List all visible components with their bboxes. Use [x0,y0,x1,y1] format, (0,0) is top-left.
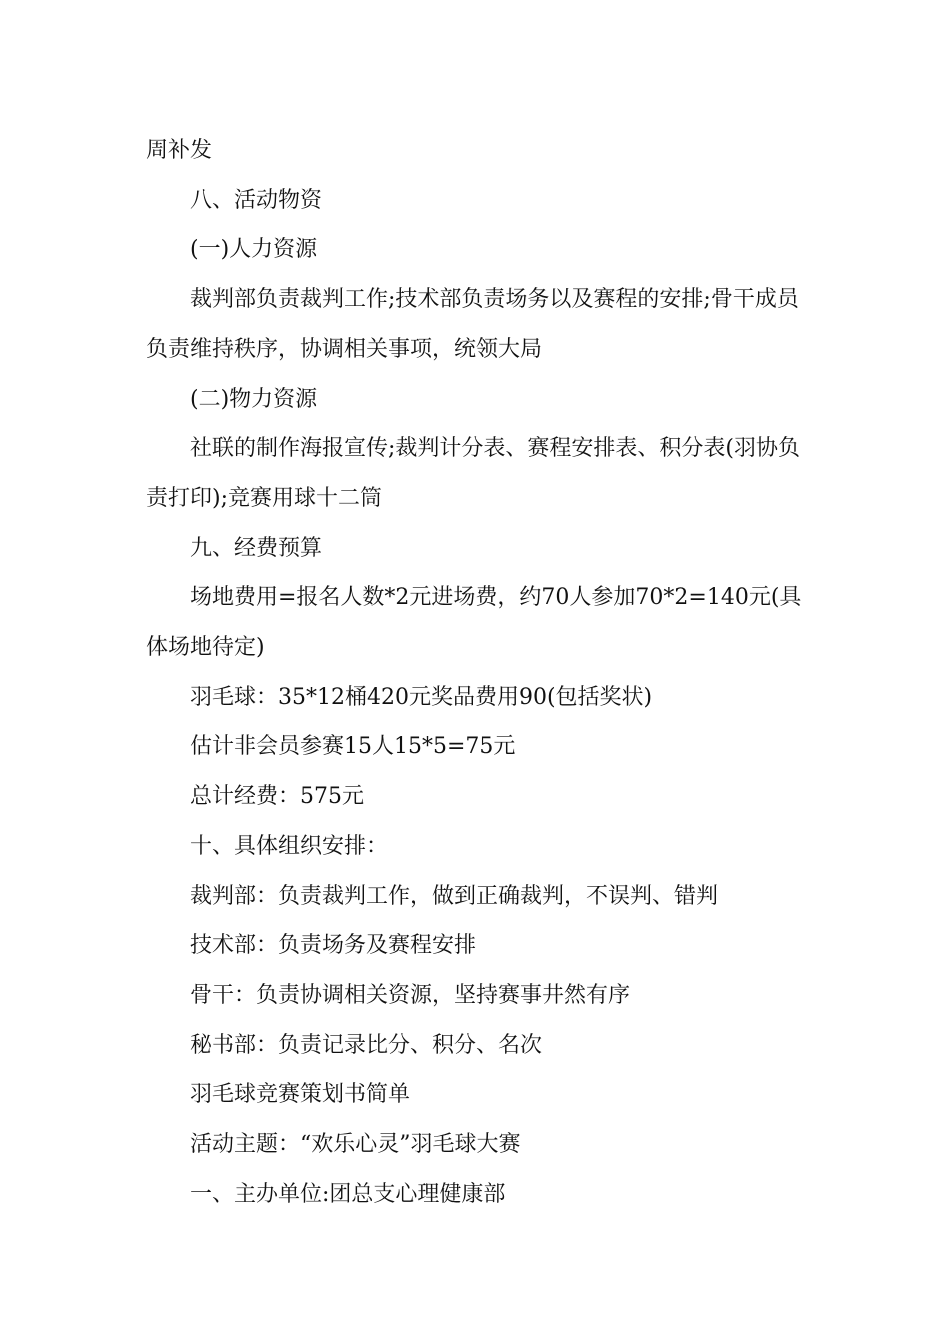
section-heading-materials: 八、活动物资 [190,187,323,213]
paragraph-nonmember-fee: 估计非会员参赛15人15*5=75元 [190,734,516,760]
paragraph-venue-cost: 场地费用=报名人数*2元进场费，约70人参加70*2=140元(具体场地待定) [146,585,802,661]
section-heading-organization: 十、具体组织安排： [190,833,389,859]
subheading-material-resources: (二)物力资源 [190,386,318,412]
paragraph-human-resources: 裁判部负责裁判工作;技术部负责场务以及赛程的安排;骨干成员负责维持秩序，协调相关事项，统领大局 [146,287,799,362]
section-heading-budget: 九、经费预算 [190,535,323,561]
paragraph-material-resources: 社联的制作海报宣传;裁判计分表、赛程安排表、积分表(羽协负责打印);竞赛用球十二筒 [146,436,800,511]
document-body [146,126,811,1219]
paragraph-shuttlecock-cost: 羽毛球：35*12桶420元奖品费用90(包括奖状) [190,684,653,710]
paragraph-activity-theme: 活动主题：“欢乐心灵”羽毛球大赛 [190,1132,521,1158]
paragraph-core-members: 骨干：负责协调相关资源，坚持赛事井然有序 [190,982,631,1008]
paragraph-referee-dept: 裁判部：负责裁判工作，做到正确裁判，不误判、错判 [190,883,719,909]
paragraph-total-budget: 总计经费：575元 [190,784,364,810]
document-title-simple-plan: 羽毛球竞赛策划书简单 [190,1082,411,1108]
paragraph-organizer: 一、主办单位:团总支心理健康部 [190,1181,506,1207]
paragraph-continuation: 周补发 [146,138,213,163]
subheading-human-resources: (一)人力资源 [190,237,318,263]
paragraph-tech-dept: 技术部：负责场务及赛程安排 [190,933,477,959]
paragraph-secretary-dept: 秘书部：负责记录比分、积分、名次 [190,1032,543,1058]
